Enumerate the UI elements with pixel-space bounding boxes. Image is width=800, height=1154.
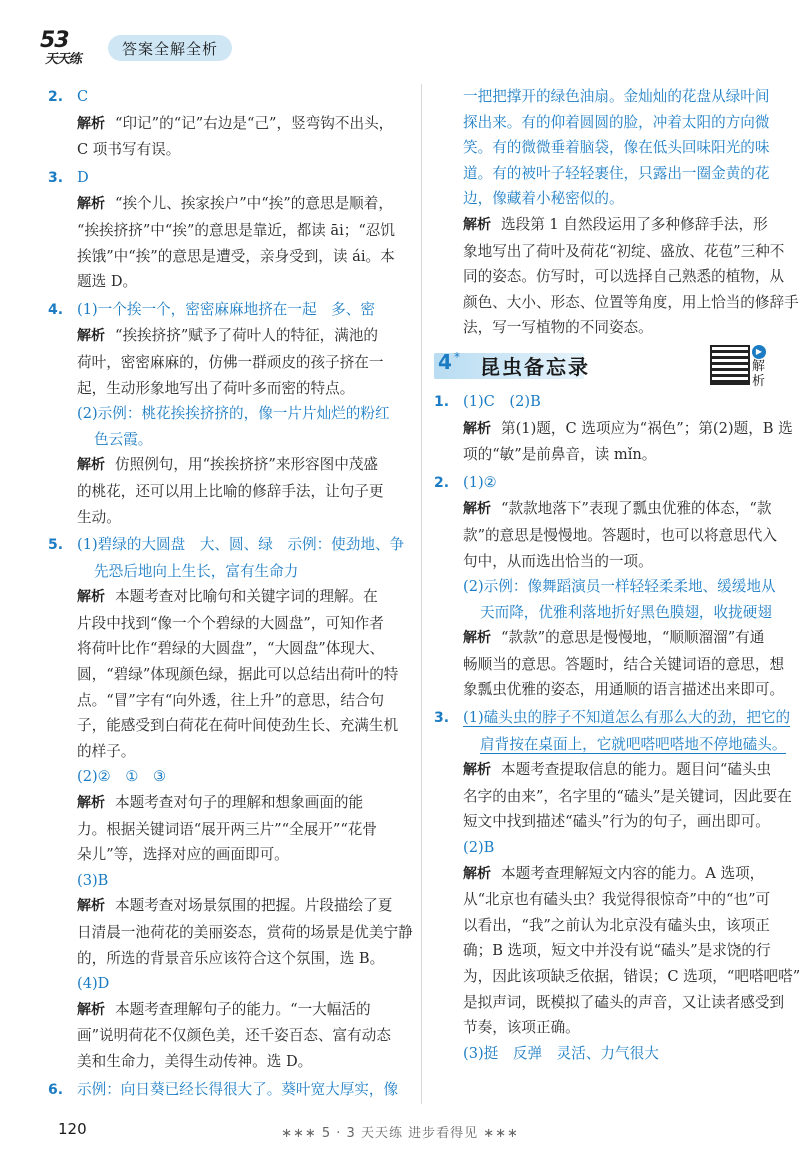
question-number: 3. <box>48 169 64 186</box>
text-line: 句中，从而选出恰当的一项。 <box>463 552 653 570</box>
brand-logo <box>38 28 100 68</box>
analysis-line: 解析 选段第 1 自然段运用了多种修辞手法，形 <box>463 215 768 233</box>
text-line: 荷叶，密密麻麻的，仿佛一群顽皮的孩子挤在一 <box>77 353 384 371</box>
analysis-line: 解析 “款款”的意思是慢慢地，“顺顺溜溜”有通 <box>463 629 765 647</box>
answer-line: 色云霞。 <box>94 430 153 448</box>
answer-line: 边，像藏着小秘密似的。 <box>463 190 624 208</box>
qr-label: 解析 <box>752 358 766 389</box>
text-line: 生动。 <box>77 508 121 526</box>
question-number: 5. <box>48 537 64 554</box>
answer-line: 2. (1)② <box>434 470 774 497</box>
logo-text: 天天练 <box>44 52 83 67</box>
answer-line: (2)② ① ③ <box>77 768 167 786</box>
analysis-line: 解析 本题考查理解短文内容的能力。A 选项， <box>463 864 765 882</box>
text-line: 为，因此该项缺乏依据，错误；C 选项，“吧嗒吧嗒” <box>463 968 800 985</box>
left-column <box>48 84 413 1103</box>
section-star: * <box>454 349 460 364</box>
text-line: C 项书写有误。 <box>77 141 181 159</box>
answer-line: 一把把撑开的绿色油扇。金灿灿的花盘从绿叶间 <box>463 88 770 105</box>
question-number: 6. <box>48 1081 64 1098</box>
text-line: 从“北京也有磕头虫？我觉得很惊奇”中的“也”可 <box>463 891 771 909</box>
analysis-line: 解析 第(1)题，C 选项应为“祸色”；第(2)题，B 选 <box>463 419 793 437</box>
text-line: 片段中找到“像一个个碧绿的大圆盘”，可知作者 <box>77 614 384 632</box>
text-line: 将荷叶比作“碧绿的大圆盘”，“大圆盘”体现大、 <box>77 640 385 658</box>
answer-badge: 答案全解全析 <box>108 35 232 61</box>
analysis-line: 解析 本题考查对场景氛围的把握。片段描绘了夏 <box>77 897 393 915</box>
analysis-line: 解析 “款款地落下”表现了瓢虫优雅的体态，“款 <box>463 500 772 518</box>
answer-line: 2. C <box>48 84 406 111</box>
text-line: 的样子。 <box>77 742 136 760</box>
question-number: 3. <box>434 710 450 727</box>
text-line: 美和生命力，美得生动传神。选 D。 <box>77 1052 313 1070</box>
text-line: “挨挨挤挤”中“挨”的意思是靠近，都读 āi；“忍饥 <box>77 221 396 239</box>
text-line: 圆，“碧绿”体现颜色绿，据此可以总结出荷叶的特 <box>77 666 399 684</box>
column-divider <box>421 84 422 1104</box>
answer-line: 3. (1)磕头虫的脖子不知道怎么有那么大的劲，把它的 <box>434 705 774 732</box>
analysis-line: 解析 仿照例句，用“挨挨挤挤”来形容图中茂盛 <box>77 456 379 474</box>
text-line: 象瓢虫优雅的姿态，用通顺的语言描述出来即可。 <box>463 681 785 699</box>
text-line: 力。根据关键词语“展开两三片”“全展开”“花骨 <box>77 820 377 838</box>
text-line: 项的“敏”是前鼻音，读 mǐn。 <box>463 446 657 464</box>
text-line: 子，能感受到白荷花在荷叶间使劲生长、充满生机 <box>77 717 399 735</box>
qr-code-icon[interactable] <box>710 345 750 385</box>
answer-line: 4. (1)一个挨一个，密密麻麻地挤在一起 多、密 <box>48 297 406 324</box>
text-line: 以看出，“我”之前认为北京没有磕头虫，该项正 <box>463 916 770 934</box>
text-line: 畅顺当的意思。答题时，结合关键词语的意思，想 <box>463 655 785 673</box>
answer-line: 肩背按在桌面上，它就吧嗒吧嗒地不停地磕头。 <box>480 735 787 753</box>
text-line: 的，所选的背景音乐应该符合这个氛围，选 B。 <box>77 949 385 967</box>
text-line: 确；B 选项，短文中并没有说“磕头”是求饶的行 <box>463 942 771 960</box>
text-line: 法，写一写植物的不同姿态。 <box>463 319 653 337</box>
answer-line: 道。有的被叶子轻轻裹住，只露出一圈金黄的花 <box>463 164 770 182</box>
text-line: 日清晨一池荷花的美丽姿态，赏荷的场景是优美宁静 <box>77 924 413 941</box>
logo-number: 53 <box>40 28 69 53</box>
question-number: 4. <box>48 301 64 318</box>
page-header <box>38 28 232 68</box>
text-line: 同的姿态。仿写时，可以选择自己熟悉的植物，从 <box>463 268 785 286</box>
answer-line: 3. D <box>48 165 406 192</box>
answer-line: 天而降，优雅利落地折好黑色膜翅，收拢硬翅 <box>480 603 772 621</box>
answer-line: (3)B <box>77 871 109 889</box>
text-line: 是拟声词，既模拟了磕头的声音，又让读者感受到 <box>463 993 785 1011</box>
answer-line: 5. (1)碧绿的大圆盘 大、圆、绿 示例：使劲地、争 <box>48 532 406 559</box>
answer-line: 先恐后地向上生长，富有生命力 <box>94 562 299 580</box>
answer-line: (4)D <box>77 975 110 993</box>
text-line: 题选 D。 <box>77 273 138 291</box>
section-heading: 昆虫备忘录 <box>480 354 590 379</box>
text-line: 的桃花，还可以用上比喻的修辞手法，让句子更 <box>77 482 384 500</box>
answer-line: 笑。有的微微垂着脑袋，像在低头回味阳光的味 <box>463 139 770 157</box>
footer-slogan: ∗∗∗ 5 · 3 天天练 进步看得见 ∗∗∗ <box>281 1126 519 1141</box>
analysis-line: 解析 本题考查提取信息的能力。题目问“磕头虫 <box>463 761 772 779</box>
question-number: 2. <box>48 89 64 105</box>
section-number: 4 <box>438 349 452 374</box>
answer-line: 6. 示例：向日葵已经长得很大了。葵叶宽大厚实，像 <box>48 1077 406 1104</box>
answer-line: 1. (1)C (2)B <box>434 389 774 416</box>
text-line: 挨饿”中“挨”的意思是遭受，亲身受到，读 ái。本 <box>77 247 395 265</box>
page-footer <box>0 1116 800 1146</box>
analysis-line: 解析 本题考查对句子的理解和想象画面的能 <box>77 794 364 812</box>
answer-line: (2)B <box>463 839 495 857</box>
text-line: 象地写出了荷叶及荷花“初绽、盛放、花苞”三种不 <box>463 242 785 260</box>
question-number: 2. <box>434 474 450 491</box>
analysis-line: 解析 “印记”的“记”右边是“己”，竖弯钩不出头， <box>77 114 394 132</box>
text-line: 朵儿”等，选择对应的画面即可。 <box>77 846 289 864</box>
text-line: 起，生动形象地写出了荷叶多而密的特点。 <box>77 379 355 397</box>
section-title <box>434 345 774 389</box>
answer-line: (2)示例：像舞蹈演员一样轻轻柔柔地、缓缓地从 <box>463 578 776 596</box>
analysis-line: 解析 “挨个儿、挨家挨户”中“挨”的意思是顺着， <box>77 195 393 213</box>
answer-line: (3)挺 反弹 灵活、力气很大 <box>463 1044 659 1062</box>
text-line: 颜色、大小、形态、位置等角度，用上恰当的修辞手 <box>463 293 799 311</box>
analysis-line: 解析 本题考查对比喻句和关键字词的理解。在 <box>77 588 378 606</box>
analysis-line: 解析 本题考查理解句子的能力。“一大幅活的 <box>77 1000 371 1018</box>
analysis-line: 解析 “挨挨挤挤”赋予了荷叶人的特征，满池的 <box>77 327 379 345</box>
text-line: 款”的意思是慢慢地。答题时，也可以将意思代入 <box>463 526 777 544</box>
page-number: 120 <box>58 1120 87 1138</box>
question-number: 1. <box>434 393 450 410</box>
play-icon: ▶ <box>752 345 766 359</box>
text-line: 点。“冒”字有“向外透，往上升”的意思，结合句 <box>77 691 385 709</box>
answer-line: 探出来。有的仰着圆圆的脸，冲着太阳的方向微 <box>463 113 770 131</box>
text-line: 画”说明荷花不仅颜色美，还千姿百态、富有动态 <box>77 1027 391 1045</box>
right-column <box>434 84 800 1066</box>
answer-line: (2)示例：桃花挨挨挤挤的，像一片片灿烂的粉红 <box>77 405 390 423</box>
text-line: 名字的由来”，名字里的“磕头”是关键词，因此要在 <box>463 787 792 805</box>
text-line: 短文中找到描述“磕头”行为的句子，画出即可。 <box>463 813 770 831</box>
text-line: 节奏，该项正确。 <box>463 1019 580 1037</box>
